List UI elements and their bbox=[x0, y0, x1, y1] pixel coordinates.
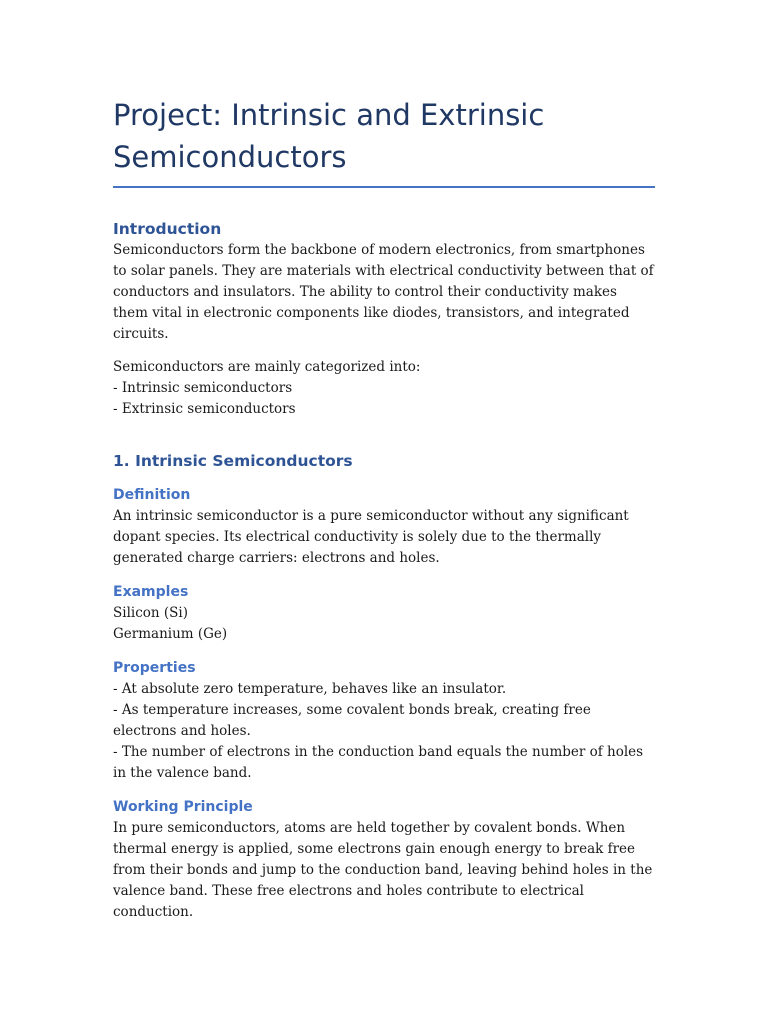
categories-intro: Semiconductors are mainly categorized into: bbox=[113, 359, 421, 375]
properties-list bbox=[113, 679, 655, 784]
introduction-paragraph: Semiconductors form the backbone of modern electronics, from smartphones to solar panels. They are materials with electrical conductivity between that of conductors and insulators. The ability to control their conductivity makes them vital in electronic components like diodes, transistors, and integrated circuits. bbox=[113, 242, 654, 342]
working-principle-text: In pure semiconductors, atoms are held together by covalent bonds. When thermal energy is applied, some electrons gain enough energy to break free from their bonds and jump to the conduction band, leaving behind holes in the valence band. These free electrons and holes contribute to electrical conduction. bbox=[113, 820, 653, 920]
list-item: - At absolute zero temperature, behaves like an insulator. bbox=[113, 681, 507, 697]
title-line-2: Semiconductors bbox=[113, 140, 347, 174]
definition-heading: Definition bbox=[113, 487, 191, 503]
examples-list bbox=[113, 603, 655, 645]
categories-list bbox=[113, 357, 655, 420]
list-item: - Extrinsic semiconductors bbox=[113, 401, 296, 417]
document-title bbox=[113, 94, 655, 188]
definition-text: An intrinsic semiconductor is a pure semiconductor without any significant dopant species. Its electrical conductivity is solely due to the thermally generated charge carriers: electrons and holes. bbox=[113, 508, 629, 566]
properties-heading: Properties bbox=[113, 660, 196, 676]
list-item: Silicon (Si) bbox=[113, 605, 188, 621]
title-line-1: Project: Intrinsic and Extrinsic bbox=[113, 98, 545, 132]
document-page bbox=[113, 94, 655, 923]
introduction-heading: Introduction bbox=[113, 220, 222, 238]
list-item: - The number of electrons in the conduction band equals the number of holes in the valence band. bbox=[113, 744, 644, 781]
intrinsic-section-heading: 1. Intrinsic Semiconductors bbox=[113, 452, 353, 470]
list-item: - Intrinsic semiconductors bbox=[113, 380, 293, 396]
list-item: Germanium (Ge) bbox=[113, 626, 228, 642]
list-item: - As temperature increases, some covalent bonds break, creating free electrons and holes. bbox=[113, 702, 591, 739]
working-principle-heading: Working Principle bbox=[113, 799, 253, 815]
examples-heading: Examples bbox=[113, 584, 189, 600]
